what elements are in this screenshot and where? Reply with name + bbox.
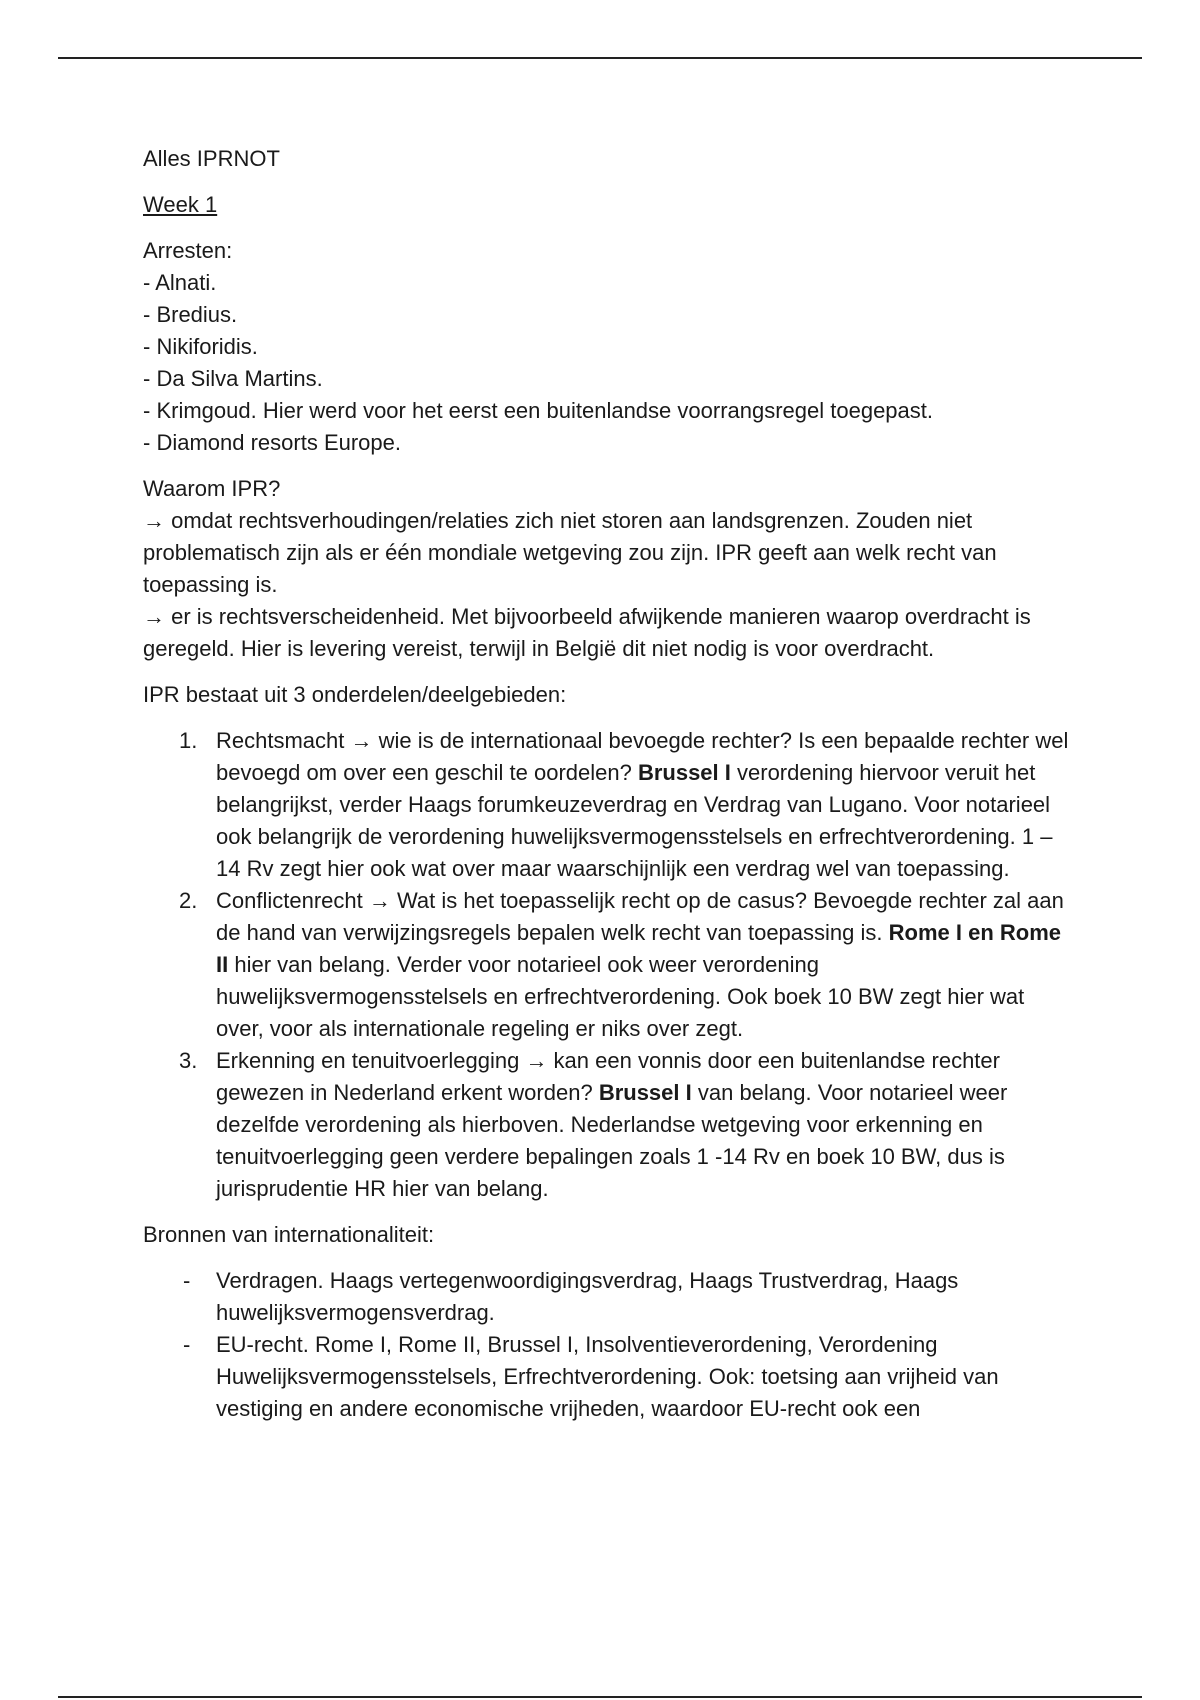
week-heading: Week 1 xyxy=(143,192,218,217)
item-text: Rechtsmacht → wie is de internationaal bevoegde rechter? Is een bepaalde rechter wel bevoegd om over een geschil te oordelen? xyxy=(216,728,1069,785)
document-body xyxy=(143,143,1073,1425)
arrest-item: - Nikiforidis. xyxy=(143,334,258,359)
item-text: Erkenning en tenuitvoerlegging → kan een vonnis door een buitenlandse rechter gewezen in Nederland erkent worden? xyxy=(216,1048,1000,1105)
document-title: Alles IPRNOT xyxy=(143,146,280,171)
list-number: 2. xyxy=(179,888,198,913)
item-bold: Brussel I xyxy=(637,760,731,785)
item-bold: Rome I en Rome II xyxy=(216,920,1061,977)
bronnen-heading: Bronnen van internationaliteit: xyxy=(143,1222,435,1247)
list-item xyxy=(143,1265,1073,1329)
arrest-item: - Bredius. xyxy=(143,302,238,327)
arrest-item: - Alnati. xyxy=(143,270,217,295)
item-text: van belang. Voor notarieel weer dezelfde verordening als hierboven. Nederlandse wetgeving voor erkenning en tenuitvoerlegging geen verdere bepalingen zoals 1 -14 Rv en boek 10 BW, dus is jurisprudentie HR hier van belang. xyxy=(216,1080,1008,1201)
item-text: Verdragen. Haags vertegenwoordigingsverdrag, Haags Trustverdrag, Haags huwelijksvermogensverdrag. xyxy=(216,1268,959,1325)
list-number: 3. xyxy=(179,1048,198,1073)
arrest-item: - Krimgoud. Hier werd voor het eerst een buitenlandse voorrangsregel toegepast. xyxy=(143,398,934,423)
list-item xyxy=(143,1329,1073,1425)
item-text: hier van belang. Verder voor notarieel ook weer verordening huwelijksvermogensstelsels en erfrechtverordening. Ook boek 10 BW zegt hier wat over, voor als internationale regeling er niks over zegt. xyxy=(216,952,1025,1041)
waarom-point: → er is rechtsverscheidenheid. Met bijvoorbeeld afwijkende manieren waarop overdracht is geregeld. Hier is levering vereist, terwijl in België dit niet nodig is voor overdracht. xyxy=(143,604,1031,661)
item-text: EU-recht. Rome I, Rome II, Brussel I, Insolventieverordening, Verordening Huwelijksvermogensstelsels, Erfrechtverordening. Ook: toetsing aan vrijheid van vestiging en andere economische vrijheden, waardoor EU-recht ook een xyxy=(216,1332,999,1421)
top-rule xyxy=(58,57,1142,59)
waarom-heading: Waarom IPR? xyxy=(143,476,281,501)
list-item xyxy=(143,725,1073,885)
onderdelen-heading: IPR bestaat uit 3 onderdelen/deelgebieden: xyxy=(143,682,567,707)
arrest-item: - Da Silva Martins. xyxy=(143,366,323,391)
waarom-point: → omdat rechtsverhoudingen/relaties zich niet storen aan landsgrenzen. Zouden niet problematisch zijn als er één mondiale wetgeving zou zijn. IPR geeft aan welk recht van toepassing is. xyxy=(143,508,997,597)
waarom-section xyxy=(143,473,1073,665)
item-text: verordening hiervoor veruit het belangrijkst, verder Haags forumkeuzeverdrag en Verdrag van Lugano. Voor notarieel ook belangrijk de verordening huwelijksvermogensstelsels en erfrechtverordening. 1 – 14 Rv zegt hier ook wat over maar waarschijnlijk een verdrag wel van toepassing. xyxy=(216,760,1053,881)
list-item xyxy=(143,885,1073,1045)
item-bold: Brussel I xyxy=(598,1080,692,1105)
dash-bullet: - xyxy=(183,1332,191,1357)
onderdelen-list xyxy=(143,725,1073,1205)
list-number: 1. xyxy=(179,728,198,753)
list-item xyxy=(143,1045,1073,1205)
dash-bullet: - xyxy=(183,1268,191,1293)
arresten-section xyxy=(143,235,1073,459)
item-text: Conflictenrecht → Wat is het toepasselijk recht op de casus? Bevoegde rechter zal aan de hand van verwijzingsregels bepalen welk recht van toepassing is. xyxy=(216,888,1064,945)
arresten-heading: Arresten: xyxy=(143,238,233,263)
bronnen-list xyxy=(143,1265,1073,1425)
arrest-item: - Diamond resorts Europe. xyxy=(143,430,401,455)
bottom-rule xyxy=(58,1696,1142,1698)
